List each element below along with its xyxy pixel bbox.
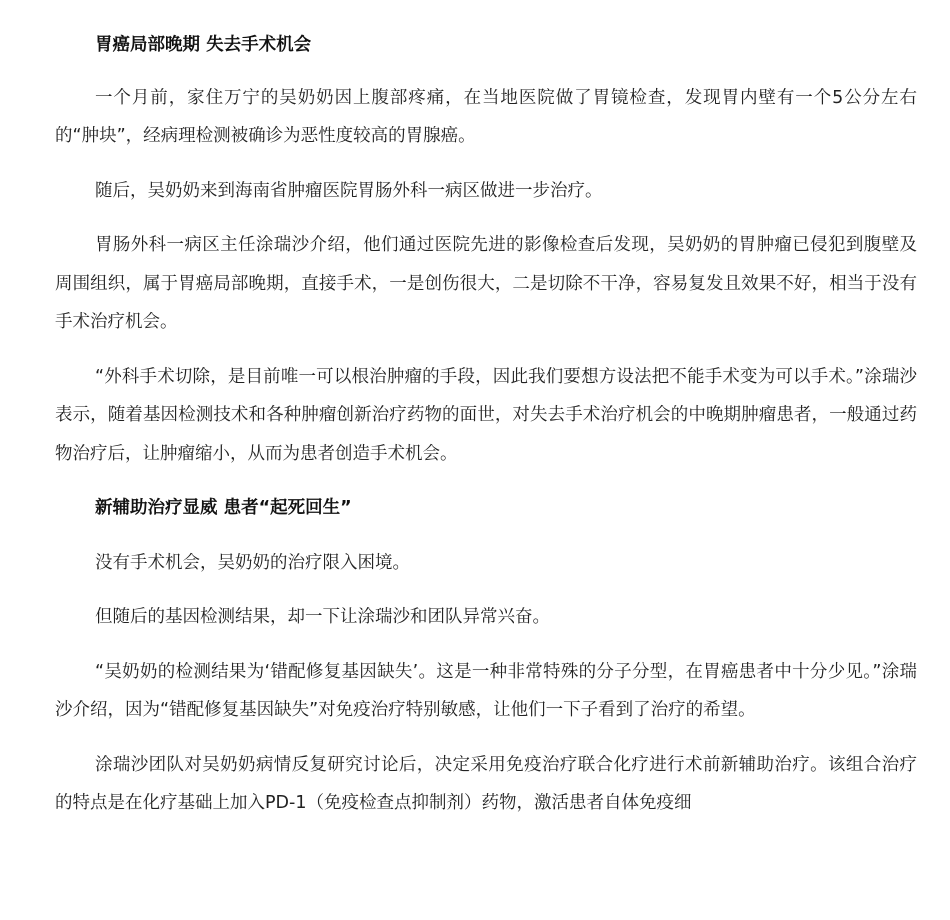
paragraph: 胃肠外科一病区主任涂瑞沙介绍，他们通过医院先进的影像检查后发现，吴奶奶的胃肿瘤已侵犯到腹壁及周围组织，属于胃癌局部晚期，直接手术，一是创伤很大，二是切除不干净，容易复发且效果不好，相当于没有手术治疗机会。 [55,235,917,332]
paragraph: “吴奶奶的检测结果为‘错配修复基因缺失’。这是一种非常特殊的分子分型，在胃癌患者中十分少见。”涂瑞沙介绍，因为“错配修复基因缺失”对免疫治疗特别敏感，让他们一下子看到了治疗的希望。 [55,661,917,720]
paragraph: 一个月前，家住万宁的吴奶奶因上腹部疼痛，在当地医院做了胃镜检查，发现胃内壁有一个5公分左右的“肿块”，经病理检测被确诊为恶性度较高的胃腺癌。 [55,87,917,146]
paragraph: 但随后的基因检测结果，却一下让涂瑞沙和团队异常兴奋。 [95,607,550,627]
paragraph: 涂瑞沙团队对吴奶奶病情反复研究讨论后，决定采用免疫治疗联合化疗进行术前新辅助治疗。该组合治疗的特点是在化疗基础上加入PD-1（免疫检查点抑制剂）药物，激活患者自体免疫细 [55,754,917,813]
paragraph: “外科手术切除，是目前唯一可以根治肿瘤的手段，因此我们要想方设法把不能手术变为可以手术。”涂瑞沙表示，随着基因检测技术和各种肿瘤创新治疗药物的面世，对失去手术治疗机会的中晚期肿瘤患者，一般通过药物治疗后，让肿瘤缩小，从而为患者创造手术机会。 [55,366,917,464]
section-heading: 胃癌局部晚期 失去手术机会 [95,35,312,55]
paragraph: 没有手术机会，吴奶奶的治疗限入困境。 [95,552,410,573]
article-body [55,26,917,823]
section-heading: 新辅助治疗显威 患者“起死回生” [95,498,352,518]
paragraph: 随后，吴奶奶来到海南省肿瘤医院胃肠外科一病区做进一步治疗。 [95,180,603,201]
